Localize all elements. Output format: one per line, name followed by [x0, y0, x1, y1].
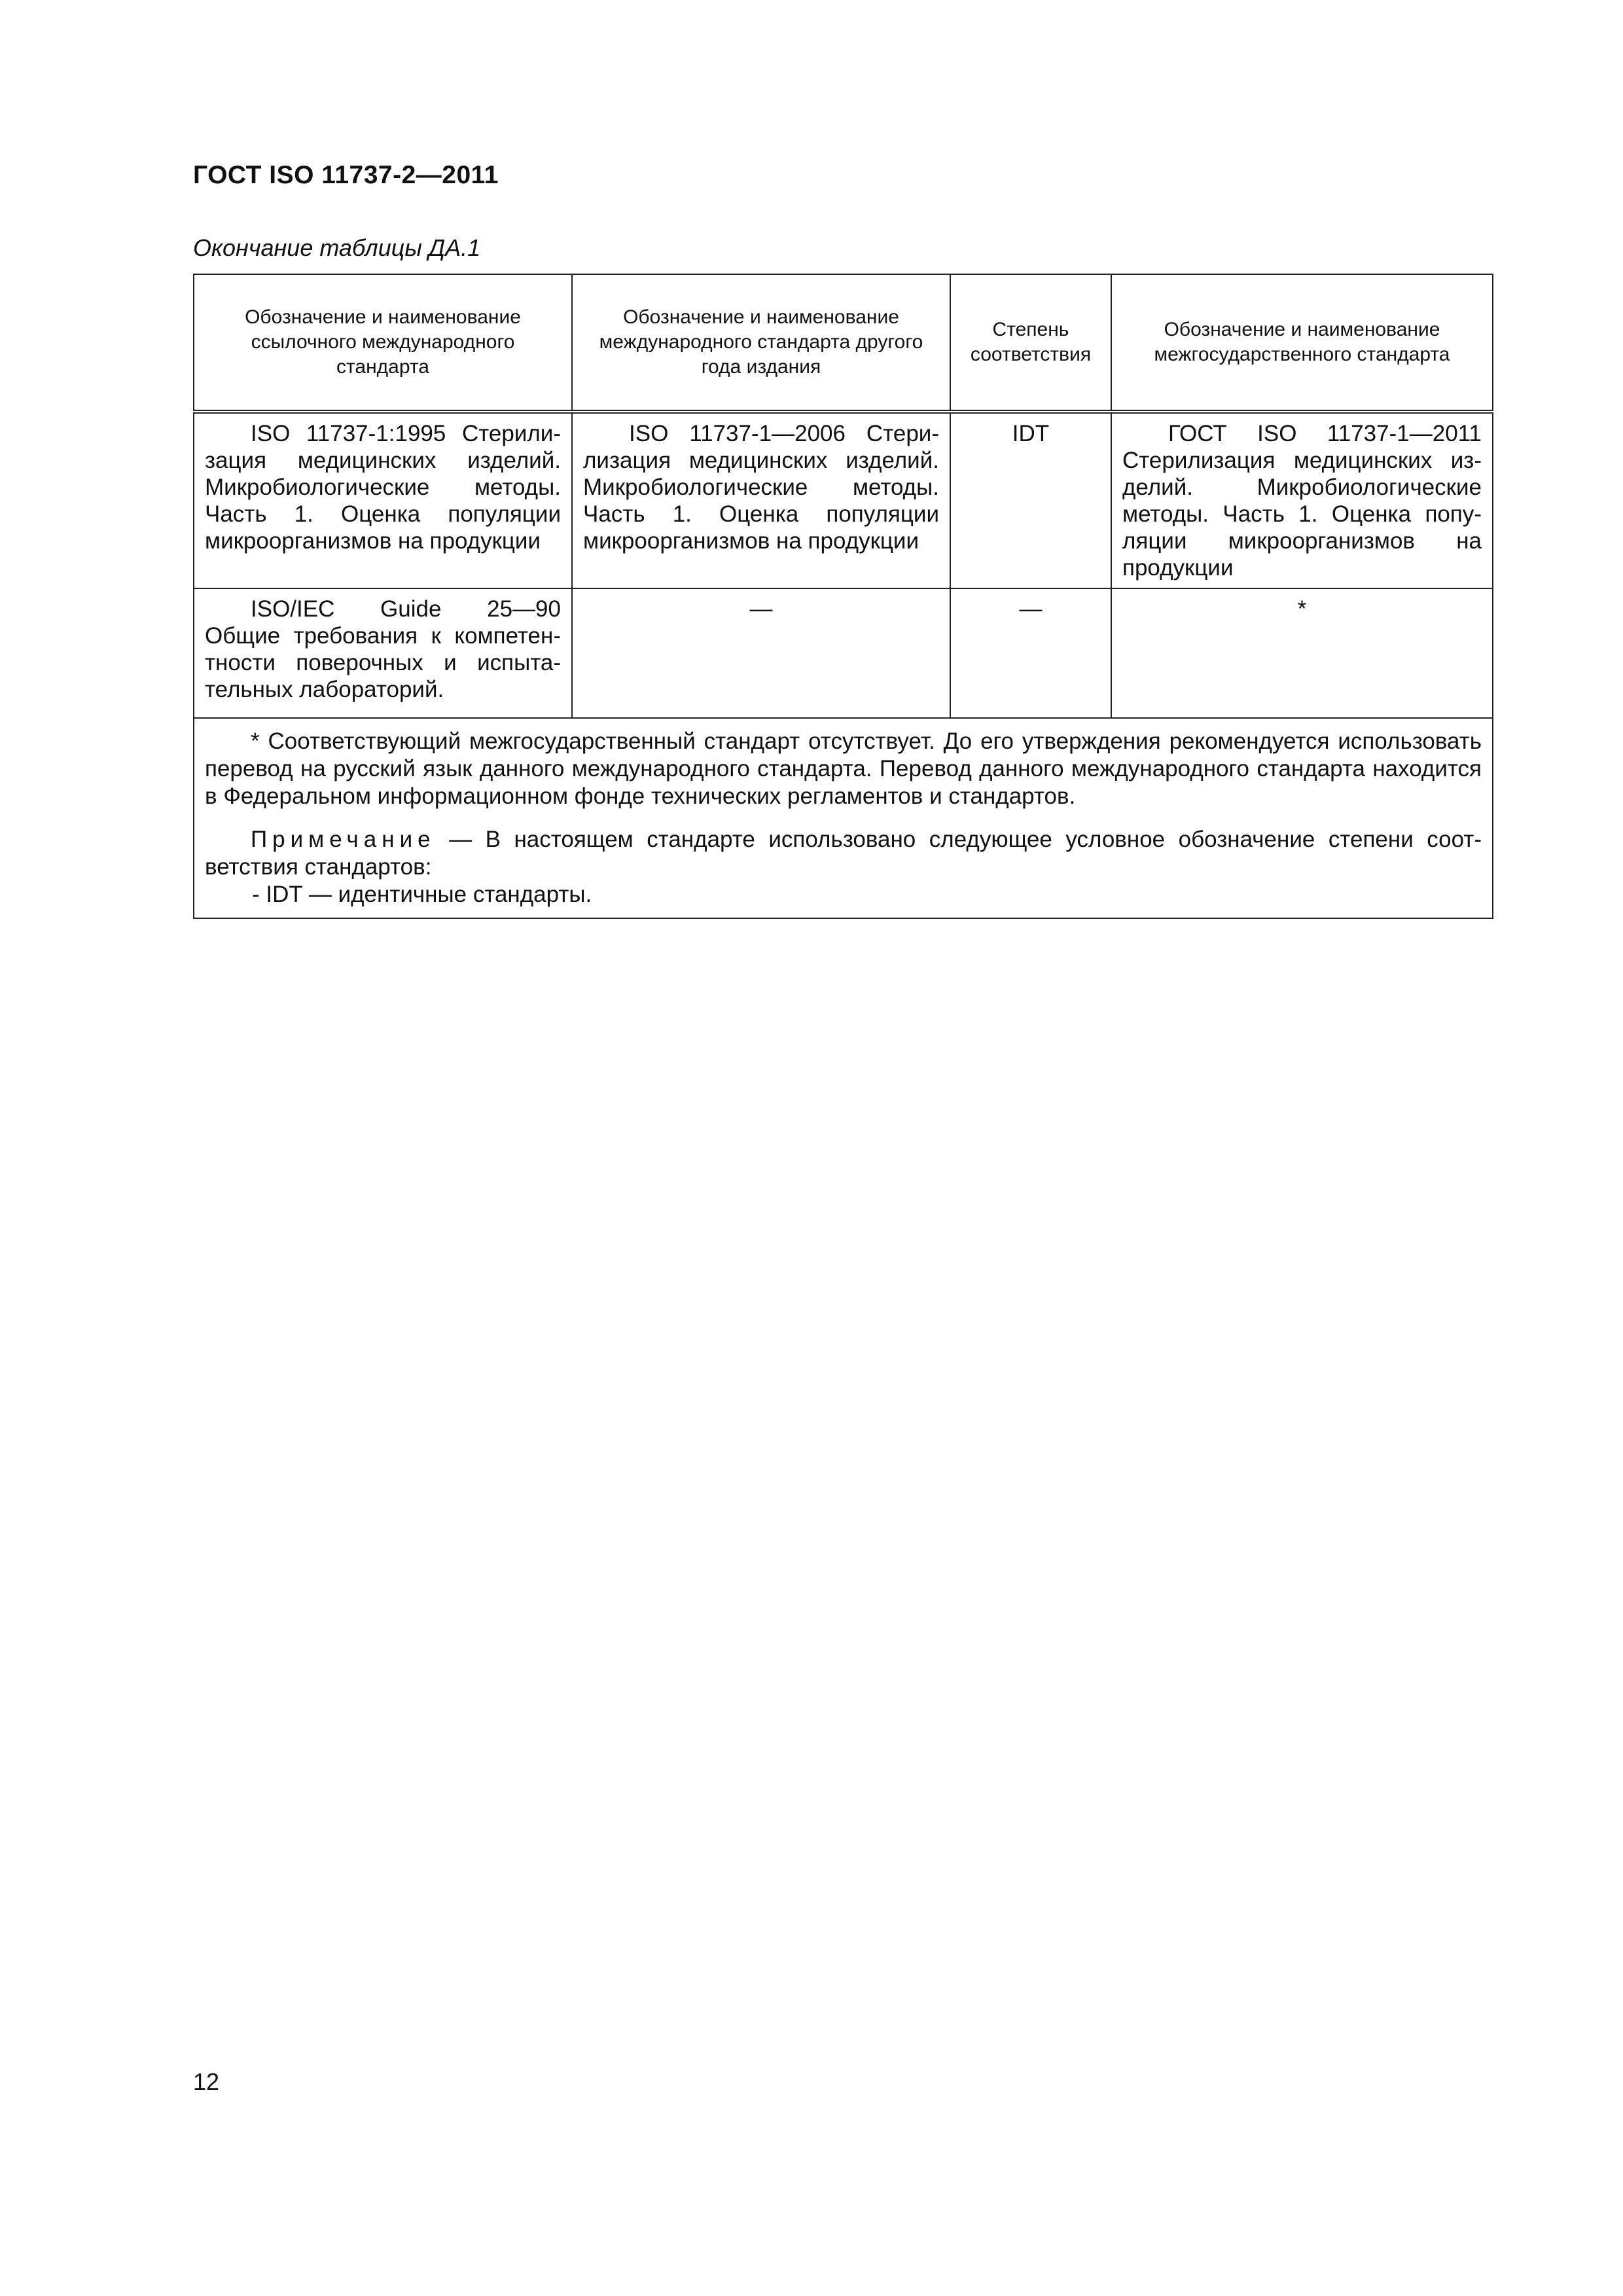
standards-table	[193, 274, 1492, 919]
table-cell	[572, 412, 950, 588]
table-row	[194, 588, 1493, 718]
interstate-standard-text: *	[1297, 596, 1307, 622]
column-header-interstate-standard: Обозначение и наименование межгосударственного стандарта	[1111, 274, 1493, 412]
other-year-standard-text: —	[749, 596, 773, 622]
other-year-standard-text: ISO 11737-1—2006 Стерилизация медицинских изделий. Микробиологические методы. Часть 1. Оценка популяции микроорганизмов на продукции	[583, 421, 939, 554]
degree-text: —	[1019, 596, 1043, 622]
column-header-other-year-standard: Обозначение и наименование международного стандарта другого года издания	[572, 274, 950, 412]
table-header-row	[194, 274, 1493, 412]
table-cell	[1111, 588, 1493, 718]
note-list-item: - IDT — идентичные стандарты.	[252, 882, 592, 907]
table-cell	[194, 588, 572, 718]
table-row	[194, 412, 1493, 588]
interstate-standard-text: ГОСТ ISO 11737-1—2011 Стерилизация медицинских изделий. Микробиологические методы. Часть 1. Оценка популяции микроорганизмов на продукции	[1122, 421, 1482, 581]
note-label: Примечание	[251, 827, 436, 852]
page-number: 12	[193, 2068, 220, 2095]
table-caption: Окончание таблицы ДА.1	[193, 234, 481, 261]
note-text: — В настоящем стандарте использовано следующее условное обозначение степени соответствия стандартов:	[205, 827, 1482, 880]
table-cell	[950, 412, 1111, 588]
table-cell	[1111, 412, 1493, 588]
column-header-ref-standard: Обозначение и наименование ссылочного международного стандарта	[194, 274, 572, 412]
table-cell	[194, 412, 572, 588]
column-header-degree: Степень соответствия	[950, 274, 1111, 412]
table-note	[205, 826, 1482, 881]
document-header: ГОСТ ISO 11737-2—2011	[193, 161, 499, 189]
ref-standard-text: ISO 11737-1:1995 Стерилизация медицинских изделий. Микробиологические методы. Часть 1. Оценка популяции микроорганизмов на продукции	[205, 421, 561, 554]
degree-text: IDT	[1012, 421, 1050, 446]
table-footnote: * Соответствующий межгосударственный стандарт отсутствует. До его утверждения рекомендуется использовать перевод на русский язык данного международного стандарта. Перевод данного международного стандарта находится в Федеральном информационном фонде технических регламентов и стандартов.	[205, 728, 1482, 809]
table-cell	[950, 588, 1111, 718]
table-footer-row	[194, 718, 1493, 918]
table-footer-cell	[194, 718, 1493, 918]
ref-standard-text: ISO/IEC Guide 25—90 Общие требования к компетентности поверочных и испытательных лабораторий.	[205, 596, 561, 702]
table-cell	[572, 588, 950, 718]
